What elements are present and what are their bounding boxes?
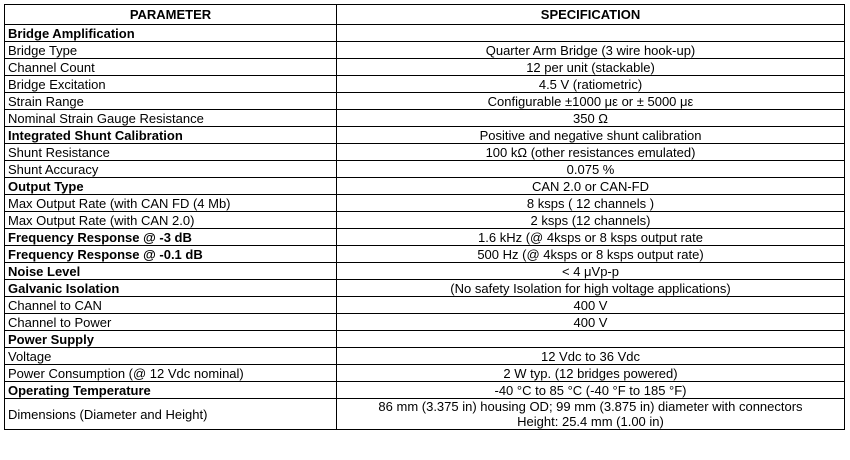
row-specification: 400 V xyxy=(337,297,845,314)
table-row xyxy=(5,212,845,229)
row-specification: 500 Hz (@ 4ksps or 8 ksps output rate) xyxy=(337,246,845,263)
section-parameter: Bridge Amplification xyxy=(5,25,337,42)
row-parameter: Max Output Rate (with CAN 2.0) xyxy=(5,212,337,229)
section-parameter: Output Type xyxy=(5,178,337,195)
table-row xyxy=(5,25,845,42)
table-body xyxy=(5,25,845,430)
table-row xyxy=(5,297,845,314)
row-specification: Positive and negative shunt calibration xyxy=(337,127,845,144)
table-row xyxy=(5,127,845,144)
row-parameter: Channel to CAN xyxy=(5,297,337,314)
section-parameter: Power Supply xyxy=(5,331,337,348)
specification-table xyxy=(4,4,845,430)
row-specification: Quarter Arm Bridge (3 wire hook-up) xyxy=(337,42,845,59)
section-parameter: Frequency Response @ -0.1 dB xyxy=(5,246,337,263)
row-specification: 12 Vdc to 36 Vdc xyxy=(337,348,845,365)
row-parameter: Channel to Power xyxy=(5,314,337,331)
spec-line-1: 86 mm (3.375 in) housing OD; 99 mm (3.875 in) diameter with connectors xyxy=(378,399,803,414)
row-parameter: Channel Count xyxy=(5,59,337,76)
table-row xyxy=(5,178,845,195)
table-row xyxy=(5,280,845,297)
table-row xyxy=(5,314,845,331)
row-specification: 2 ksps (12 channels) xyxy=(337,212,845,229)
table-row xyxy=(5,331,845,348)
row-parameter: Shunt Resistance xyxy=(5,144,337,161)
row-parameter: Nominal Strain Gauge Resistance xyxy=(5,110,337,127)
row-specification: Configurable ±1000 με or ± 5000 με xyxy=(337,93,845,110)
table-row xyxy=(5,246,845,263)
row-parameter: Power Consumption (@ 12 Vdc nominal) xyxy=(5,365,337,382)
section-parameter: Noise Level xyxy=(5,263,337,280)
table-row xyxy=(5,229,845,246)
spec-line-2: Height: 25.4 mm (1.00 in) xyxy=(517,414,664,429)
row-specification: -40 °C to 85 °C (-40 °F to 185 °F) xyxy=(337,382,845,399)
row-specification: 2 W typ. (12 bridges powered) xyxy=(337,365,845,382)
table-row xyxy=(5,42,845,59)
row-specification: 400 V xyxy=(337,314,845,331)
row-parameter: Voltage xyxy=(5,348,337,365)
row-parameter: Max Output Rate (with CAN FD (4 Mb) xyxy=(5,195,337,212)
row-parameter: Shunt Accuracy xyxy=(5,161,337,178)
table-row xyxy=(5,144,845,161)
table-row xyxy=(5,110,845,127)
row-specification: 350 Ω xyxy=(337,110,845,127)
row-specification: (No safety Isolation for high voltage applications) xyxy=(337,280,845,297)
row-specification: 1.6 kHz (@ 4ksps or 8 ksps output rate xyxy=(337,229,845,246)
table-row xyxy=(5,161,845,178)
table-row xyxy=(5,59,845,76)
row-specification: 8 ksps ( 12 channels ) xyxy=(337,195,845,212)
table-row xyxy=(5,365,845,382)
table-row-dimensions xyxy=(5,399,845,430)
row-specification: 0.075 % xyxy=(337,161,845,178)
row-specification: CAN 2.0 or CAN-FD xyxy=(337,178,845,195)
row-specification: < 4 μVp-p xyxy=(337,263,845,280)
row-parameter: Bridge Type xyxy=(5,42,337,59)
row-parameter: Bridge Excitation xyxy=(5,76,337,93)
table-row xyxy=(5,93,845,110)
table-row xyxy=(5,348,845,365)
row-specification xyxy=(337,331,845,348)
header-specification: SPECIFICATION xyxy=(337,5,845,25)
section-parameter: Galvanic Isolation xyxy=(5,280,337,297)
row-specification xyxy=(337,25,845,42)
table-row xyxy=(5,382,845,399)
header-row xyxy=(5,5,845,25)
row-specification xyxy=(337,399,845,430)
row-specification: 100 kΩ (other resistances emulated) xyxy=(337,144,845,161)
header-parameter: PARAMETER xyxy=(5,5,337,25)
row-specification: 4.5 V (ratiometric) xyxy=(337,76,845,93)
section-parameter: Integrated Shunt Calibration xyxy=(5,127,337,144)
row-specification: 12 per unit (stackable) xyxy=(337,59,845,76)
row-parameter: Strain Range xyxy=(5,93,337,110)
section-parameter: Operating Temperature xyxy=(5,382,337,399)
table-row xyxy=(5,195,845,212)
table-row xyxy=(5,76,845,93)
row-parameter: Dimensions (Diameter and Height) xyxy=(5,399,337,430)
table-row xyxy=(5,263,845,280)
section-parameter: Frequency Response @ -3 dB xyxy=(5,229,337,246)
